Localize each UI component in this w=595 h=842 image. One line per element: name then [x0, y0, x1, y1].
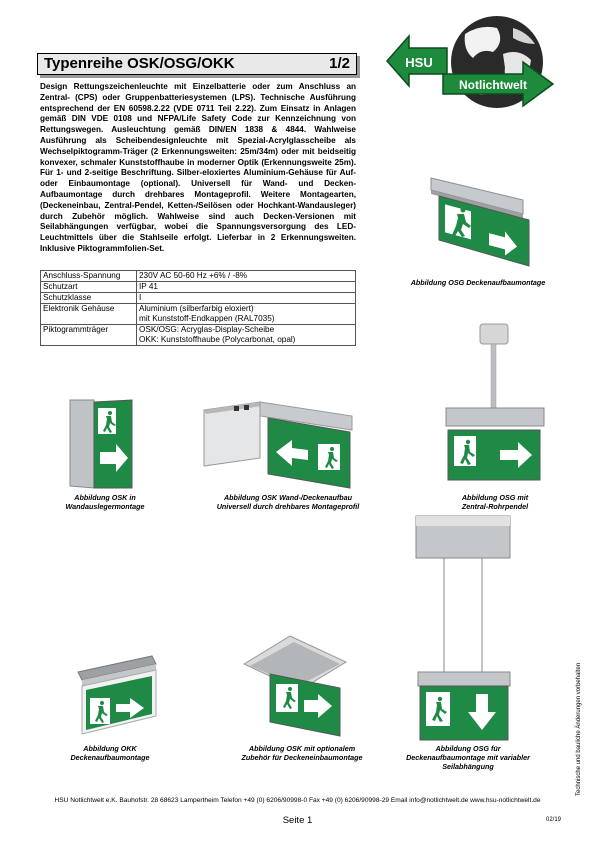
side-note: Technische und bauliche Änderungen vorbehalten	[576, 662, 582, 796]
spec-row	[41, 304, 356, 325]
spec-value-line: OSK/OSG: Acryglas-Display-Scheibe	[139, 325, 275, 334]
caption-osk-recessed	[232, 744, 372, 762]
caption-line: Zubehör für Deckeneinbaumontage	[241, 753, 363, 762]
spec-key: Schutzklasse	[41, 293, 137, 304]
footer-address: HSU Notlichtwelt e.K. Bauhofstr. 28 68623 Lampertheim Telefon +49 (0) 6206/90998-0 Fax +49 (0) 6206/90998-29 Email info@notlichtwelt.de www.hsu-notlichtwelt.de	[54, 797, 541, 804]
spec-key: Anschluss-Spannung	[41, 271, 137, 282]
spec-value-line: OKK: Kunststoffhaube (Polycarbonat, opal)	[139, 335, 296, 344]
page-title: Typenreihe OSK/OSG/OKK	[44, 55, 235, 72]
osk-wall-bracket-image	[68, 398, 138, 490]
spec-row	[41, 293, 356, 304]
caption-osk-wall-bracket	[50, 493, 160, 511]
spec-value-line: mit Kunststoff-Endkappen (RAL7035)	[139, 314, 275, 323]
osg-pendant-image	[440, 322, 550, 492]
caption-line: Abbildung OSG mit	[461, 493, 529, 502]
spec-value	[137, 293, 356, 304]
spec-key: Schutzart	[41, 282, 137, 293]
spec-value	[137, 282, 356, 293]
product-description: Design Rettungszeichenleuchte mit Einzelbatterie oder zum Anschluss an Zentral- (CPS) oder Gruppenbatteriesystemen (LPS). Technische Ausführung entsprechend der EN 60598.2.22 (VDE 0711 Teil 2.22). Zum Einsatz in Anlagen gemäß DIN VDE 0108 und NFPA/Life Safety Code zur Kennzeichnung von Rettungswegen. Ausleuchtung gemäß DIN/EN 1838 & 4844. Wahlweise Ausführung als Scheibendesignleuchte mit Spezial-Acrylglasscheibe als Wechselpiktogramm-Träger (2 Erkennungsweiten: 25m/34m) oder mit beidseitig konvexer, schmaler Kunststoffhaube in moderner Optik (Erkennungsweite 25m). Für 1- und 2-seitige Beschriftung. Silber-eloxiertes Aluminium-Gehäuse für Auf- oder Einbaumontage (optional). Universell für Wand- und Decken-Aufbaumontage durch drehbares Montageprofil. Weitere Montagearten, (Deckeneinbau, Zentral-Pendel, Ketten-/Seilösen oder Hochkant-Wandausleger) durch Zubehör möglich. Wahlweise sind auch Decken-Versionen mit Seilabhängungen verfügbar, wobei die Spannungsversorgung des LED-Leuchtmittels über die Stahlseile erfolgt. Lieferbar in 2 Erkennungsweiten. Inklusive Piktogrammfolien-Set.	[40, 82, 356, 253]
caption-okk-ceiling	[60, 744, 160, 762]
logo-brand-name: Notlichtwelt	[459, 78, 527, 92]
page-number: Seite 1	[282, 815, 313, 826]
caption-line: Abbildung OKK	[83, 744, 137, 753]
caption-line: Wandauslegermontage	[65, 502, 145, 511]
caption-line: Universell durch drehbares Montageprofil	[216, 502, 360, 511]
caption-osg-pendant	[445, 493, 545, 511]
osk-recessed-image	[240, 634, 350, 738]
spec-value-line: Aluminium (silberfarbig eloxiert)	[139, 304, 254, 313]
spec-value-line: I	[139, 293, 142, 302]
spec-key: Piktogrammträger	[41, 325, 137, 346]
caption-line: Seilabhängung	[442, 762, 494, 771]
spec-value	[137, 271, 356, 282]
caption-line: Abbildung OSK Wand-/Deckenaufbau	[223, 493, 353, 502]
caption-osk-wall-ceiling	[202, 493, 374, 511]
spec-value-line: 230V AC 50-60 Hz +6% / -8%	[139, 271, 248, 280]
caption-line: Abbildung OSK mit optionalem	[248, 744, 356, 753]
spec-value	[137, 304, 356, 325]
okk-ceiling-image	[72, 654, 162, 740]
caption-line: Deckenaufbaumontage	[70, 753, 150, 762]
hsu-notlichtwelt-logo	[385, 14, 557, 114]
caption-line: Abbildung OSK in	[74, 493, 136, 502]
spec-row	[41, 271, 356, 282]
spec-row	[41, 325, 356, 346]
doc-code: 02/19	[546, 817, 562, 823]
caption-line: Deckenaufbaumontage mit variabler	[406, 753, 530, 762]
osg-ceiling-mount-image	[425, 170, 535, 270]
title-bar	[37, 53, 357, 75]
caption-line: Zentral-Rohrpendel	[461, 502, 529, 511]
spec-value-line: IP 41	[139, 282, 158, 291]
spec-table	[40, 270, 356, 346]
spec-key: Elektronik Gehäuse	[41, 304, 137, 325]
caption-osg-cable	[398, 744, 538, 771]
caption-line: Abbildung OSG für	[435, 744, 501, 753]
osg-cable-suspension-image	[412, 512, 522, 744]
page-fraction: 1/2	[329, 55, 350, 72]
spec-value	[137, 325, 356, 346]
osk-wall-ceiling-image	[200, 400, 360, 490]
caption-osg-ceiling: Abbildung OSG Deckenaufbaumontage	[410, 278, 546, 287]
logo-brand-short: HSU	[405, 55, 433, 70]
spec-row	[41, 282, 356, 293]
